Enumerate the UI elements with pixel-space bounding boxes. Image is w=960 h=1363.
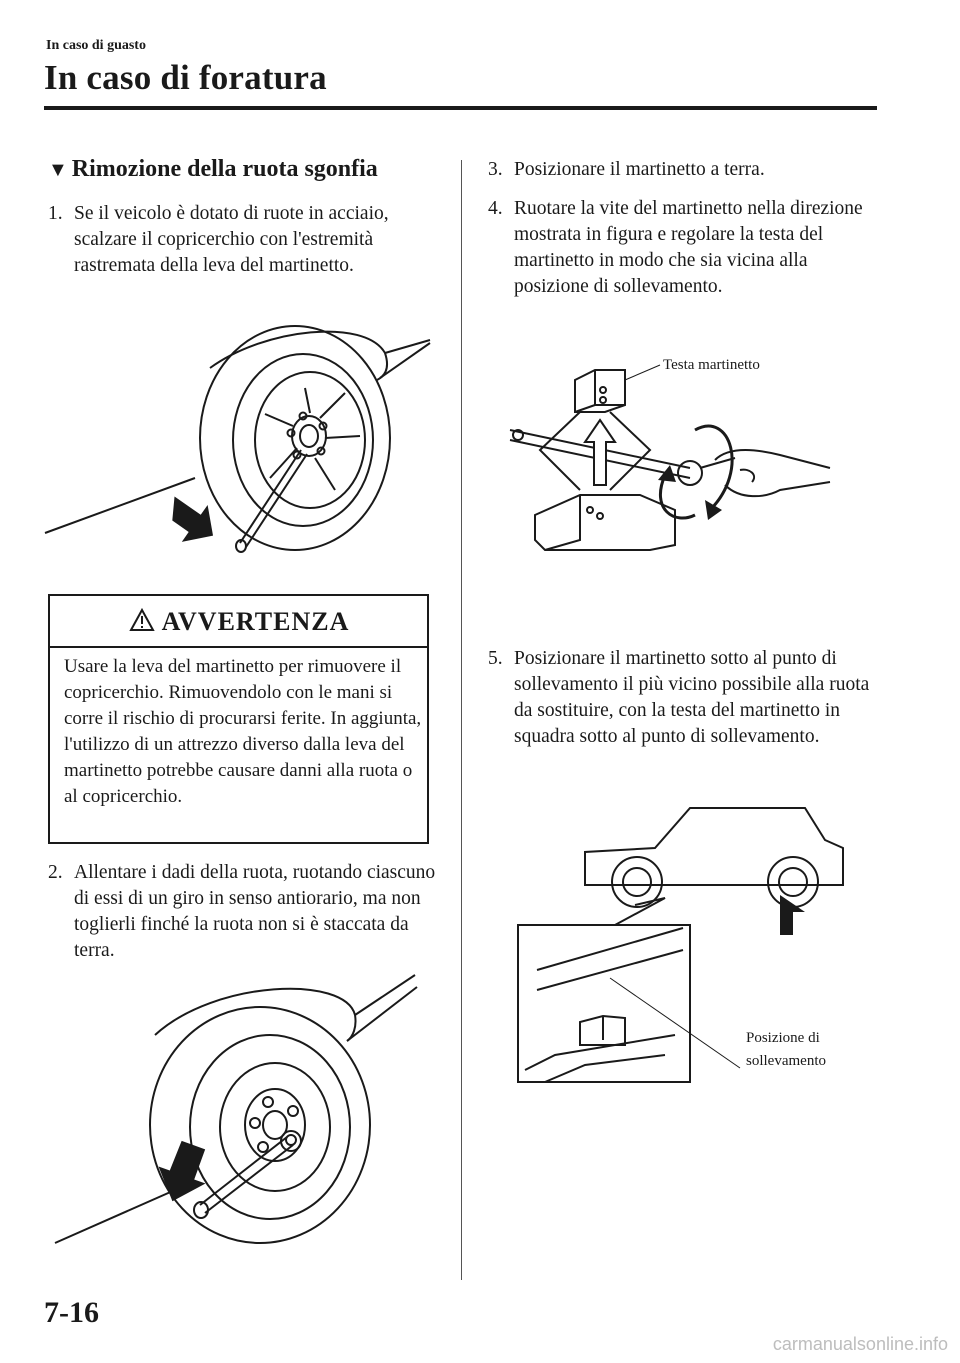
section-heading xyxy=(48,156,378,183)
lift-point-label-line1: Posizione di xyxy=(746,1030,820,1046)
warning-box xyxy=(48,594,429,844)
jack-figure xyxy=(500,350,870,560)
arrow-up-icon xyxy=(585,420,615,485)
detail-box xyxy=(518,925,690,1082)
page-number: 7-16 xyxy=(44,1296,99,1329)
jack-base xyxy=(535,495,675,550)
warning-triangle-icon xyxy=(130,608,154,632)
tyre-outer xyxy=(200,326,390,550)
step-2 xyxy=(48,860,443,964)
watermark: carmanualsonline.info xyxy=(772,1334,948,1354)
header-rule xyxy=(44,106,877,110)
breadcrumb: In caso di guasto xyxy=(46,38,146,53)
rotate-arrow-icon xyxy=(705,500,722,520)
step-text: Posizionare il martinetto sotto al punto di sollevamento il più vicino possibile alla ruota da sostituire, con la testa del martinetto in squadra sotto al punto di sollevamento. xyxy=(514,648,870,747)
step-number: 1. xyxy=(48,203,63,224)
step-number: 3. xyxy=(488,159,503,180)
step-number: 5. xyxy=(488,648,503,669)
step-number: 2. xyxy=(48,862,63,883)
loosen-nuts-figure xyxy=(55,975,425,1250)
column-divider xyxy=(461,160,462,1280)
jack-head-label: Testa martinetto xyxy=(663,357,760,373)
fender-outline xyxy=(155,989,356,1041)
warning-title: AVVERTENZA xyxy=(161,607,350,636)
step-text: Se il veicolo è dotato di ruote in acciaio, scalzare il copricerchio con l'estremità rastremata della leva del martinetto. xyxy=(74,203,389,276)
arrow-icon xyxy=(780,895,805,935)
callout-line xyxy=(625,365,660,380)
step-5 xyxy=(488,646,878,750)
step-1 xyxy=(48,201,443,279)
hubcap-removal-figure xyxy=(45,318,435,558)
warning-header xyxy=(50,596,427,648)
step-3 xyxy=(488,157,888,183)
step-text: Posizionare il martinetto a terra. xyxy=(514,159,765,180)
triangle-marker-icon: ▼ xyxy=(48,159,68,181)
step-text: Allentare i dadi della ruota, ruotando ciascuno di essi di un giro in senso antiorario, ma non toglierli finché la ruota non si è staccata da terra. xyxy=(74,862,436,961)
step-number: 4. xyxy=(488,198,503,219)
lift-point-label-line2: sollevamento xyxy=(746,1053,826,1069)
step-text: Ruotare la vite del martinetto nella direzione mostrata in figura e regolare la testa del martinetto in modo che sia vicina alla posizione di sollevamento. xyxy=(514,198,863,297)
page-title: In caso di foratura xyxy=(44,58,327,97)
section-heading-text: Rimozione della ruota sgonfia xyxy=(71,156,378,182)
warning-body: Usare la leva del martinetto per rimuovere il copricerchio. Rimuovendolo con le mani si corre il rischio di procurarsi ferite. In aggiunta, l'utilizzo di un attrezzo diverso dalla leva del martinetto potrebbe causare danni alla ruota o al copricerchio. xyxy=(64,656,422,807)
lift-point-label xyxy=(746,1027,826,1073)
step-4 xyxy=(488,196,878,300)
